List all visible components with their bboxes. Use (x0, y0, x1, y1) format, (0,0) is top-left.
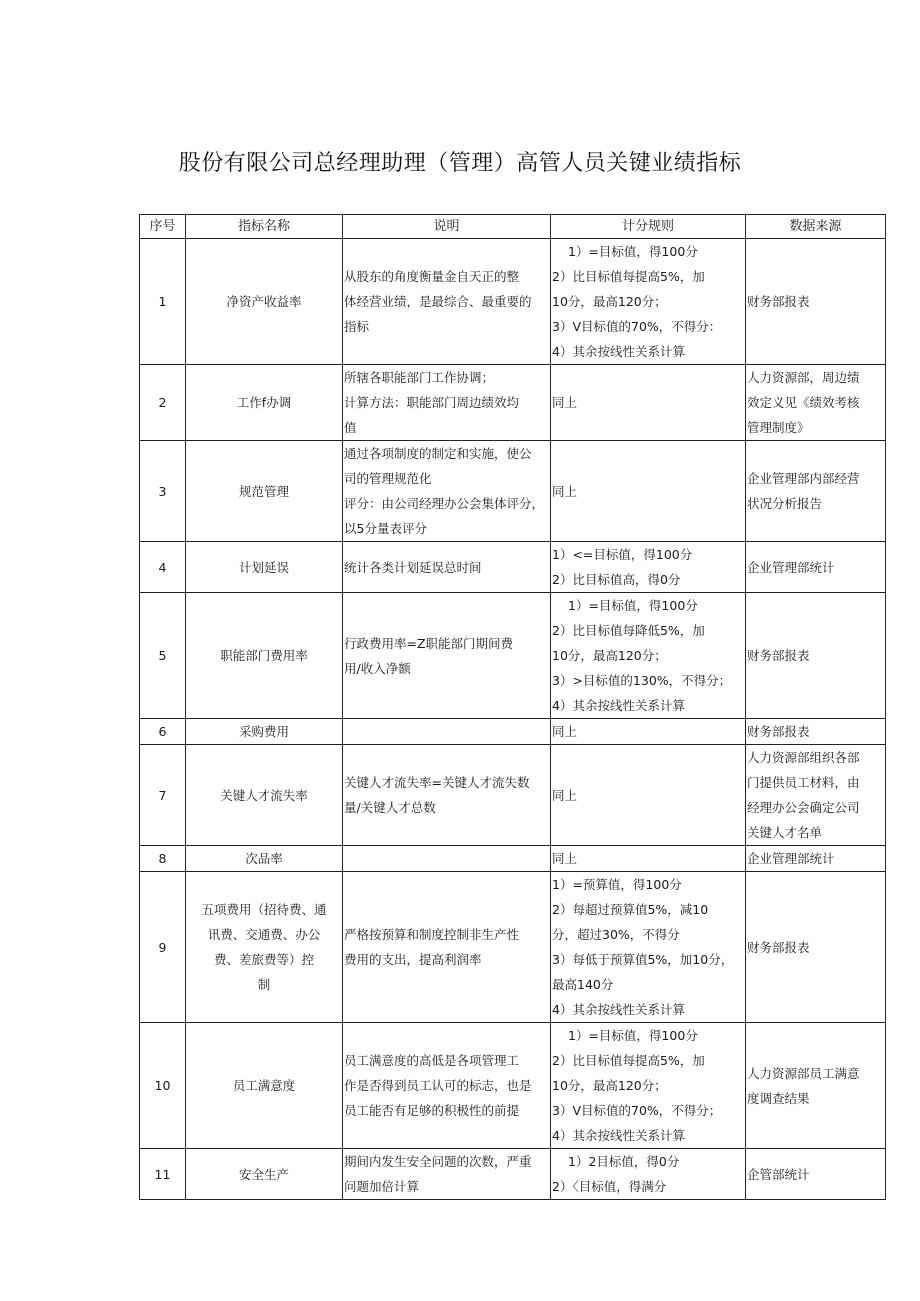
data-source-line: 经理办公会确定公司 (747, 800, 860, 815)
data-source-line: 企管部统计 (747, 1166, 810, 1182)
description-line: 司的管理规范化 (344, 471, 432, 486)
scoring-rule-line: 同上 (552, 851, 578, 866)
scoring-rule (551, 846, 746, 872)
scoring-rule-line: 1）<=目标值，得100分 (552, 547, 693, 562)
scoring-rule-line: 最高140分 (552, 977, 614, 992)
scoring-rule-line: 分，超过30%，不得分 (552, 927, 680, 942)
indicator-name (186, 593, 343, 719)
indicator-description (343, 719, 551, 745)
indicator-name (186, 365, 343, 441)
scoring-rule-line: 1）=目标值，得100分 (568, 1028, 698, 1043)
scoring-rule-line: 同上 (552, 395, 578, 410)
description-line: 作是否得到员工认可的标志，也是 (344, 1078, 532, 1093)
row-number: 6 (140, 719, 186, 745)
scoring-rule (551, 365, 746, 441)
table-header-row (140, 215, 886, 239)
description-line: 计算方法：职能部门周边绩效均 (344, 395, 520, 410)
indicator-name-line: 五项费用（招待费、通 (201, 902, 327, 917)
row-number: 4 (140, 542, 186, 593)
row-number: 7 (140, 745, 186, 846)
scoring-rule (551, 1023, 746, 1149)
table-row (140, 365, 886, 441)
data-source-line: 度调查结果 (747, 1090, 810, 1106)
scoring-rule-line: 3）V目标值的70%，不得分； (552, 1103, 722, 1118)
indicator-name (186, 1149, 343, 1200)
header-name: 指标名称 (186, 215, 343, 239)
indicator-description (343, 239, 551, 365)
scoring-rule-line: 2）比目标值每降低5%，加 (552, 623, 705, 638)
data-source (746, 745, 886, 846)
indicator-description (343, 1149, 551, 1200)
data-source (746, 593, 886, 719)
data-source-line: 门提供员工材料，由 (747, 775, 860, 790)
kpi-table (139, 214, 886, 1200)
data-source-line: 效定义见《绩效考核 (747, 395, 860, 410)
indicator-name-line: 制 (257, 977, 271, 992)
table-row (140, 745, 886, 846)
indicator-name-line: 安全生产 (238, 1166, 289, 1182)
indicator-description (343, 872, 551, 1023)
data-source (746, 441, 886, 542)
table-row (140, 1023, 886, 1149)
scoring-rule-line: 2）比目标值每提高5%，加 (552, 269, 705, 284)
data-source (746, 365, 886, 441)
data-source (746, 239, 886, 365)
indicator-description (343, 365, 551, 441)
description-line: 员工满意度的高低是各项管理工 (344, 1053, 520, 1068)
scoring-rule-line: 1）2目标值，得0分 (568, 1154, 680, 1169)
description-line: 量/关键人才总数 (344, 800, 436, 815)
kpi-table-body (140, 239, 886, 1200)
row-number: 9 (140, 872, 186, 1023)
data-source-line: 人力资源部组织各部 (747, 750, 860, 765)
description-line: 费用的支出，提高利润率 (344, 952, 482, 967)
scoring-rule (551, 441, 746, 542)
scoring-rule-line: 3）V目标值的70%，不得分： (552, 319, 722, 334)
scoring-rule-line: 10分，最高120分； (552, 294, 667, 309)
description-line: 关键人才流失率=关键人才流失数 (344, 775, 530, 790)
scoring-rule (551, 872, 746, 1023)
data-source (746, 846, 886, 872)
description-line: 从股东的角度衡量金自天正的整 (344, 269, 520, 284)
indicator-name (186, 441, 343, 542)
indicator-name (186, 542, 343, 593)
indicator-name-line: 讯费、交通费、办公 (207, 927, 321, 942)
scoring-rule (551, 239, 746, 365)
scoring-rule-line: 10分，最高120分； (552, 648, 667, 663)
data-source-line: 企业管理部统计 (747, 851, 835, 866)
scoring-rule-line: 同上 (552, 787, 578, 803)
data-source (746, 1149, 886, 1200)
data-source-line: 企业管理部内部经营 (747, 471, 860, 486)
scoring-rule (551, 542, 746, 593)
scoring-rule-line: 4）其余按线性关系计算 (552, 698, 685, 713)
scoring-rule-line: 同上 (552, 724, 578, 739)
description-line: 期间内发生安全问题的次数，严重 (344, 1154, 532, 1169)
indicator-name (186, 872, 343, 1023)
data-source-line: 人力资源部员工满意 (747, 1065, 860, 1081)
scoring-rule-line: 3）>目标值的130%，不得分； (552, 673, 732, 688)
data-source-line: 财务部报表 (747, 294, 810, 309)
data-source (746, 872, 886, 1023)
table-row (140, 1149, 886, 1200)
row-number: 3 (140, 441, 186, 542)
indicator-name-line: 规范管理 (238, 483, 289, 499)
indicator-name (186, 1023, 343, 1149)
indicator-name (186, 719, 343, 745)
data-source-line: 关键人才名单 (747, 825, 823, 840)
indicator-description (343, 441, 551, 542)
scoring-rule-line: 2）比目标值高，得0分 (552, 572, 681, 587)
data-source (746, 719, 886, 745)
data-source (746, 1023, 886, 1149)
data-source-line: 财务部报表 (747, 939, 810, 955)
indicator-description (343, 542, 551, 593)
scoring-rule-line: 同上 (552, 483, 578, 499)
description-line: 用/收入净额 (344, 660, 411, 676)
indicator-name-line: 采购费用 (238, 724, 289, 739)
scoring-rule (551, 745, 746, 846)
table-row (140, 872, 886, 1023)
scoring-rule (551, 593, 746, 719)
description-line: 所辖各职能部门工作协调； (344, 370, 495, 385)
header-source: 数据来源 (746, 215, 886, 239)
header-rule: 计分规则 (551, 215, 746, 239)
indicator-description (343, 846, 551, 872)
scoring-rule (551, 719, 746, 745)
data-source-line: 管理制度》 (747, 420, 810, 435)
table-row (140, 542, 886, 593)
data-source-line: 财务部报表 (747, 724, 810, 739)
indicator-name-line: 计划延误 (238, 559, 289, 575)
scoring-rule-line: 2）〈目标值，得满分 (552, 1179, 667, 1194)
scoring-rule-line: 4）其余按线性关系计算 (552, 1002, 685, 1017)
row-number: 2 (140, 365, 186, 441)
data-source (746, 542, 886, 593)
indicator-name (186, 846, 343, 872)
data-source-line: 财务部报表 (747, 648, 810, 663)
scoring-rule-line: 4）其余按线性关系计算 (552, 344, 685, 359)
indicator-name-line: 次品率 (245, 851, 283, 866)
table-row (140, 719, 886, 745)
description-line: 统计各类计划延误总时间 (344, 559, 482, 575)
row-number: 10 (140, 1023, 186, 1149)
indicator-description (343, 1023, 551, 1149)
header-desc: 说明 (343, 215, 551, 239)
table-row (140, 239, 886, 365)
description-line: 严格按预算和制度控制非生产性 (344, 927, 520, 942)
scoring-rule-line: 3）每低于预算值5%，加10分， (552, 952, 734, 967)
row-number: 5 (140, 593, 186, 719)
header-no: 序号 (140, 215, 186, 239)
row-number: 11 (140, 1149, 186, 1200)
description-line: 通过各项制度的制定和实施，使公 (344, 446, 532, 461)
indicator-name-line: 员工满意度 (232, 1078, 296, 1093)
scoring-rule-line: 1）=目标值，得100分 (568, 598, 698, 613)
scoring-rule-line: 2）比目标值每提高5%，加 (552, 1053, 705, 1068)
data-source-line: 企业管理部统计 (747, 559, 835, 575)
scoring-rule (551, 1149, 746, 1200)
indicator-name-line: 净资产收益率 (226, 294, 302, 309)
data-source-line: 状况分析报告 (747, 496, 823, 511)
scoring-rule-line: 1）=目标值，得100分 (568, 244, 698, 259)
document-title: 股份有限公司总经理助理（管理）高管人员关键业绩指标 (178, 151, 742, 176)
description-line: 行政费用率=Z职能部门期间费 (344, 635, 514, 651)
description-line: 员工能否有足够的积极性的前提 (344, 1103, 520, 1118)
description-line: 以5分量表评分 (344, 521, 427, 536)
indicator-name-line: 关键人才流失率 (220, 787, 308, 803)
row-number: 1 (140, 239, 186, 365)
description-line: 体经营业绩，是最综合、最重要的 (344, 294, 532, 309)
description-line: 值 (344, 420, 357, 435)
row-number: 8 (140, 846, 186, 872)
scoring-rule-line: 4）其余按线性关系计算 (552, 1128, 685, 1143)
scoring-rule-line: 1）=预算值，得100分 (552, 877, 682, 892)
table-row (140, 846, 886, 872)
indicator-description (343, 593, 551, 719)
data-source-line: 人力资源部，周边绩 (747, 370, 860, 385)
description-line: 指标 (344, 319, 370, 334)
table-row (140, 441, 886, 542)
scoring-rule-line: 2）每超过预算值5%，减10 (552, 902, 709, 917)
description-line: 评分：由公司经理办公会集体评分， (344, 496, 545, 511)
indicator-description (343, 745, 551, 846)
indicator-name (186, 745, 343, 846)
description-line: 问题加倍计算 (344, 1179, 420, 1194)
indicator-name-line: 职能部门费用率 (220, 648, 308, 663)
indicator-name (186, 239, 343, 365)
scoring-rule-line: 10分，最高120分； (552, 1078, 667, 1093)
indicator-name-line: 工作f办调 (236, 395, 292, 410)
table-row (140, 593, 886, 719)
indicator-name-line: 费、差旅费等）控 (213, 952, 314, 967)
